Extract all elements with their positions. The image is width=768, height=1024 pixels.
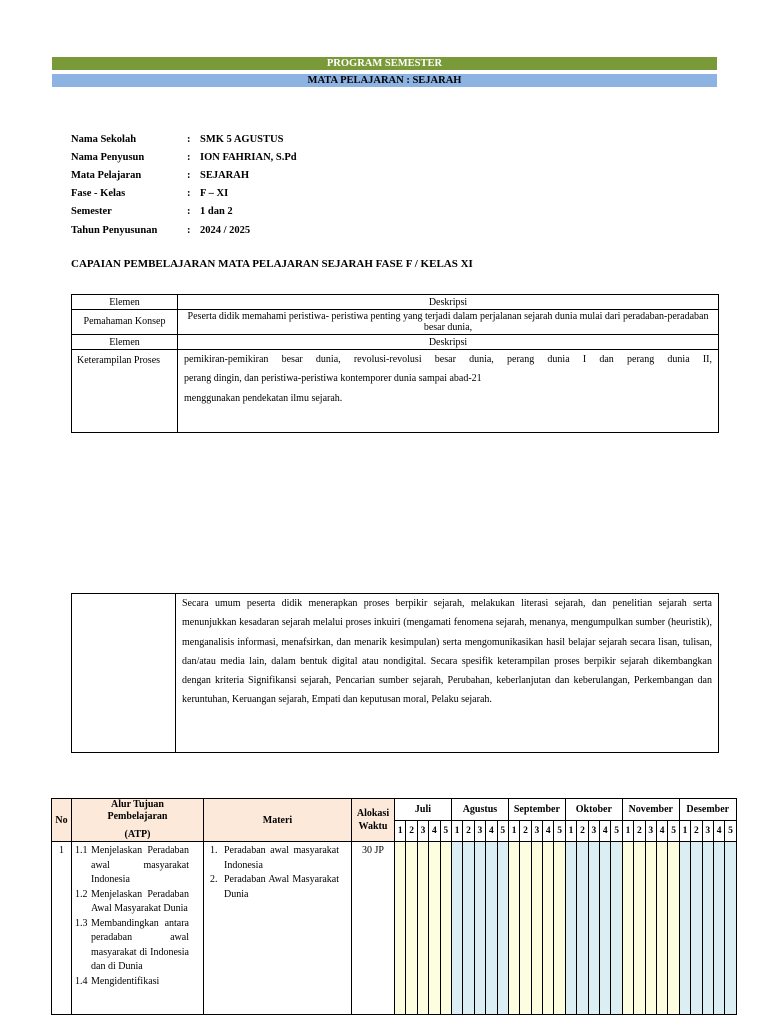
header-atp-title: Alur Tujuan Pembelajaran: [107, 799, 168, 822]
week-number: 5: [725, 821, 736, 842]
info-label: Nama Penyusun: [71, 151, 145, 163]
header-atp-abbr: (ATP): [124, 829, 151, 840]
schedule-cell: [702, 842, 713, 1015]
schedule-cell: [622, 842, 633, 1015]
week-number: 5: [497, 821, 508, 842]
description-concept: Peserta didik memahami peristiwa- peristiwa penting yang terjadi dalam perjalanan sejarah dunia mulai dari peradaban-peradaban besar dunia,: [178, 310, 719, 335]
schedule-cell: [554, 842, 565, 1015]
materi-list: [204, 844, 351, 902]
schedule-cell: [713, 842, 724, 1015]
week-number: 2: [691, 821, 702, 842]
week-number: 4: [486, 821, 497, 842]
row-atp: [72, 842, 204, 1015]
week-number: 3: [474, 821, 485, 842]
cp-row-process-continued: [72, 594, 719, 753]
info-row-semester: [71, 203, 297, 221]
schedule-cell: [634, 842, 645, 1015]
atp-item-number: 1.3: [75, 917, 88, 929]
atp-item-number: 1.1: [75, 845, 88, 856]
week-number: 5: [668, 821, 679, 842]
week-number: 2: [634, 821, 645, 842]
cp-row-process: [72, 350, 719, 433]
info-value: 2024 / 2025: [200, 224, 251, 236]
week-number: 4: [600, 821, 611, 842]
month-header: Juli: [395, 799, 452, 821]
info-row-year: [71, 221, 297, 239]
schedule-cell: [520, 842, 531, 1015]
cp-heading: CAPAIAN PEMBELAJARAN MATA PELAJARAN SEJARAH FASE F / KELAS XI: [71, 258, 473, 270]
week-number: 4: [543, 821, 554, 842]
week-number: 4: [656, 821, 667, 842]
schedule-cell: [725, 842, 736, 1015]
prota-data-row: [52, 842, 737, 1015]
schedule-cell: [440, 842, 451, 1015]
month-header: Agustus: [451, 799, 508, 821]
info-value: 1 dan 2: [200, 206, 233, 218]
week-number: 1: [622, 821, 633, 842]
info-row-subject: [71, 166, 297, 184]
schedule-cell: [577, 842, 588, 1015]
info-row-author: [71, 148, 297, 166]
atp-item-text: Membandingkan antara peradaban awal masyarakat di Indonesia dan di Dunia: [91, 917, 189, 972]
header-no: No: [52, 799, 72, 842]
row-alokasi: 30 JP: [352, 842, 395, 1015]
header-alokasi: Alokasi Waktu: [352, 799, 395, 842]
month-header: Desember: [679, 799, 736, 821]
schedule-cell: [691, 842, 702, 1015]
row-materi: [204, 842, 352, 1015]
description-process: [178, 350, 719, 433]
week-number: 2: [406, 821, 417, 842]
schedule-cell: [565, 842, 576, 1015]
schedule-cell: [474, 842, 485, 1015]
description-line: menggunakan pendekatan ilmu sejarah.: [184, 392, 343, 404]
cp-row-concept: [72, 310, 719, 335]
cp-header-row: [72, 295, 719, 310]
week-number: 3: [645, 821, 656, 842]
schedule-cell: [531, 842, 542, 1015]
materi-item: [204, 873, 351, 902]
schedule-cell: [679, 842, 690, 1015]
atp-item: [75, 888, 203, 917]
col-element-header: Elemen: [72, 295, 178, 310]
week-number: 4: [429, 821, 440, 842]
week-number: 2: [520, 821, 531, 842]
description-process-continued: Secara umum peserta didik menerapkan proses berpikir sejarah, melakukan literasi sejarah, dan penelitian sejarah serta menunjukkan kesadaran sejarah melalui proses inkuiri (mengamati fenomena sejarah, menanya, mengumpulkan sumber (heuristik), menganalisis informasi, menafsirkan, dan menarik kesimpulan) serta mengomunikasikan hasil belajar sejarah secara lisan, tulisan, dan/atau media lain, dalam bentuk digital atau nondigital. Secara spesifik keterampilan proses berpikir sejarah dikembangkan dengan kriteria Signifikansi sejarah, Pencarian sumber sejarah, Perubahan, keberlanjutan dan keberulangan, Perkembangan dan keruntuhan, Keruangan sejarah, Empati dan keputusan moral, Pelaku sejarah.: [176, 594, 719, 753]
schedule-cell: [656, 842, 667, 1015]
schedule-cell: [395, 842, 406, 1015]
schedule-cell: [417, 842, 428, 1015]
schedule-cell: [429, 842, 440, 1015]
info-value: SMK 5 AGUSTUS: [200, 133, 284, 145]
info-label: Fase - Kelas: [71, 188, 126, 200]
schedule-cell: [508, 842, 519, 1015]
week-number: 1: [451, 821, 462, 842]
atp-item: [75, 975, 203, 990]
schedule-cell: [497, 842, 508, 1015]
week-number: 2: [463, 821, 474, 842]
materi-item-number: 2.: [210, 874, 218, 885]
week-number: 1: [508, 821, 519, 842]
info-value: SEJARAH: [200, 169, 250, 181]
materi-item-text: Peradaban Awal Masyarakat Dunia: [224, 874, 339, 900]
element-concept: Pemahaman Konsep: [72, 310, 178, 335]
atp-item-text: Menjelaskan Peradaban awal masyarakat Indonesia: [91, 845, 189, 885]
materi-item-text: Peradaban awal masyarakat Indonesia: [224, 845, 339, 871]
subject-banner: MATA PELAJARAN : SEJARAH: [52, 74, 717, 87]
schedule-cell: [588, 842, 599, 1015]
schedule-cell: [611, 842, 622, 1015]
week-number: 3: [531, 821, 542, 842]
week-number: 5: [611, 821, 622, 842]
info-label: Tahun Penyusunan: [71, 224, 158, 236]
cp-table-continued: [71, 593, 719, 753]
cp-table: [71, 294, 719, 433]
info-value: ION FAHRIAN, S.Pd: [200, 151, 297, 163]
col-description-header: Deskripsi: [178, 335, 719, 350]
info-row-phase: [71, 185, 297, 203]
atp-item-number: 1.4: [75, 975, 88, 987]
week-number: 3: [417, 821, 428, 842]
schedule-cell: [451, 842, 462, 1015]
info-label: Nama Sekolah: [71, 133, 137, 145]
info-colon: :: [187, 151, 191, 163]
info-colon: :: [187, 133, 191, 145]
prota-header-row-1: [52, 799, 737, 821]
schedule-cell: [543, 842, 554, 1015]
cp-header-row: [72, 335, 719, 350]
info-label: Mata Pelajaran: [71, 169, 142, 181]
atp-item: [75, 917, 203, 975]
col-description-header: Deskripsi: [178, 295, 719, 310]
week-number: 5: [554, 821, 565, 842]
atp-item-text: Menjelaskan Peradaban Awal Masyarakat Dunia: [91, 888, 189, 914]
month-header: September: [508, 799, 565, 821]
week-number: 4: [713, 821, 724, 842]
schedule-cell: [463, 842, 474, 1015]
week-number: 5: [440, 821, 451, 842]
schedule-cell: [668, 842, 679, 1015]
schedule-cell: [645, 842, 656, 1015]
info-colon: :: [187, 224, 191, 236]
info-label: Semester: [71, 206, 112, 218]
info-value: F – XI: [200, 188, 229, 200]
element-process: Keterampilan Proses: [72, 350, 178, 433]
info-colon: :: [187, 188, 191, 200]
atp-item-text: Mengidentifikasi: [91, 975, 160, 987]
row-no: 1: [52, 842, 72, 1015]
program-semester-banner: PROGRAM SEMESTER: [52, 57, 717, 70]
month-header: November: [622, 799, 679, 821]
week-number: 3: [588, 821, 599, 842]
description-line: pemikiran-pemikiran besar dunia, revolusi-revolusi besar dunia, perang dunia I dan perang dunia II,: [184, 354, 712, 365]
info-row-school: [71, 130, 297, 148]
week-number: 1: [565, 821, 576, 842]
materi-item: [204, 844, 351, 873]
materi-item-number: 1.: [210, 845, 218, 856]
description-line: perang dingin, dan peristiwa-peristiwa kontemporer dunia sampai abad-21: [184, 373, 482, 385]
schedule-cell: [406, 842, 417, 1015]
info-colon: :: [187, 169, 191, 181]
month-header: Oktober: [565, 799, 622, 821]
info-colon: :: [187, 206, 191, 218]
week-number: 3: [702, 821, 713, 842]
identity-info: [71, 130, 297, 239]
schedule-cell: [486, 842, 497, 1015]
program-semester-table: [51, 798, 737, 1015]
col-element-header: Elemen: [72, 335, 178, 350]
atp-item: [75, 844, 203, 888]
schedule-cell: [600, 842, 611, 1015]
element-empty-cell: [72, 594, 176, 753]
week-number: 1: [679, 821, 690, 842]
header-materi: Materi: [204, 799, 352, 842]
week-number: 1: [395, 821, 406, 842]
atp-item-number: 1.2: [75, 888, 88, 900]
week-number: 2: [577, 821, 588, 842]
header-atp: [72, 799, 204, 842]
atp-list: [75, 844, 203, 989]
